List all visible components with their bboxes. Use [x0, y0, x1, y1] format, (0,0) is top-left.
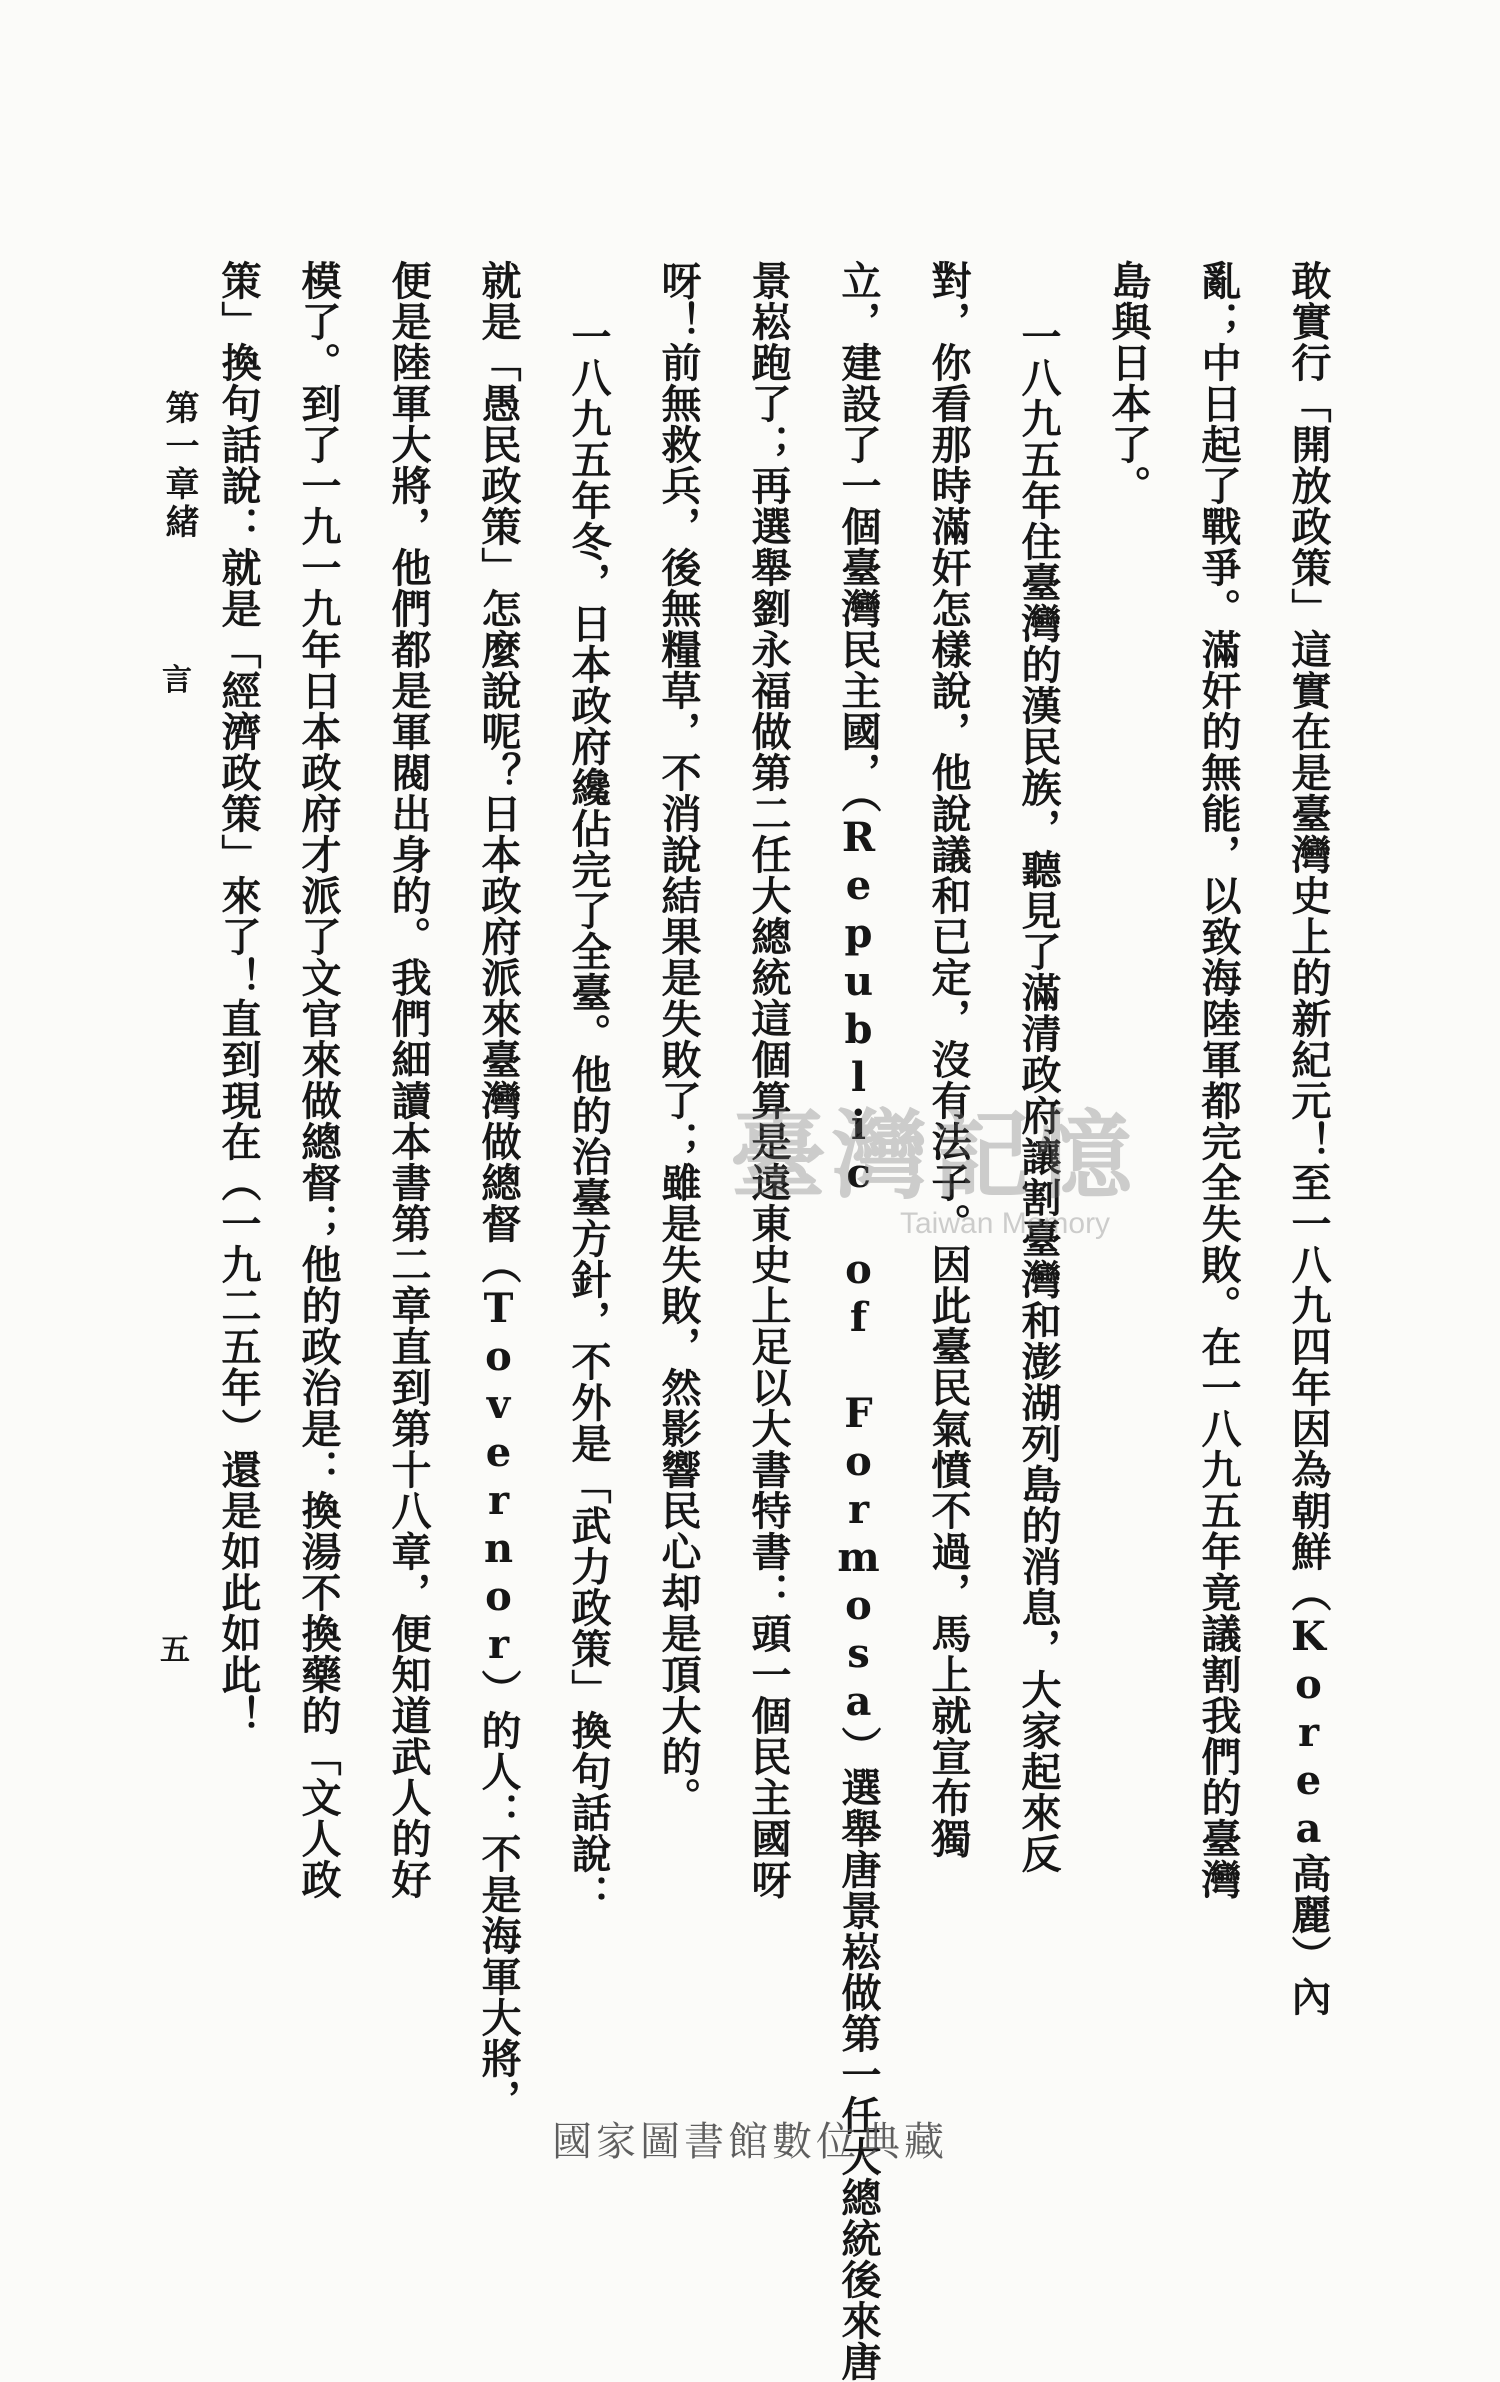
text-column-11: 便是陸軍大將，他們都是軍閥出身的。我們細讀本書第二章直到第十八章，便知道武人的好: [385, 260, 432, 1900]
watermark: [730, 1080, 1138, 1241]
text-column-3: 島與日本了。: [1105, 260, 1152, 506]
text-column-8: 呀！前無救兵，後無糧草，不消說結果是失敗了；雖是失敗，然影響民心却是頂大的。: [655, 260, 702, 1818]
text-column-2: 亂；中日起了戰爭。滿奸的無能，以致海陸軍都完全失敗。在一八九五年竟議割我們的臺灣: [1195, 260, 1242, 1900]
page-number: 五: [160, 1633, 190, 1668]
text-column-13: 策」換句話說：就是「經濟政策」來了！直到現在（一九二五年）還是如此如此！: [215, 260, 262, 1736]
text-column-9: 一八九五年冬，日本政府纔佔完了全臺。他的治臺方針，不外是「武力政策」換句話說：: [565, 316, 612, 1915]
text-column-5: 對，你看那時滿奸怎樣說，他說議和已定，沒有法子。因此臺民氣憤不過，馬上就宣布獨: [925, 260, 972, 1859]
text-column-7: 景崧跑了；再選舉劉永福做第二任大總統這個算是遠東史上足以大書特書：頭一個民主國呀: [745, 260, 792, 1900]
running-header: [160, 390, 204, 542]
text-column-10: 就是「愚民政策」怎麼說呢？日本政府派來臺灣做總督（Tovernor）的人：不是海軍大將，: [475, 260, 522, 2120]
text-column-6: 立，建設了一個臺灣民主國，（Republic of Formosa）選舉唐景崧做第一任大總統後來唐: [835, 260, 882, 2382]
header-label: 言: [162, 663, 192, 698]
text-column-4: 一八九五年住臺灣的漢民族，聽見了滿清政府讓割臺灣和澎湖列島的消息，大家起來反: [1015, 316, 1062, 1874]
watermark-cjk: 臺灣記憶: [730, 1099, 1138, 1212]
chapter-label: 第一章: [159, 390, 199, 504]
text-column-12: 模了。到了一九一九年日本政府才派了文官來做總督；他的政治是：換湯不換藥的「文人政: [295, 260, 342, 1900]
text-column-1: 敢實行「開放政策」這實在是臺灣史上的新紀元！至一八九四年因為朝鮮（Korea高麗）內: [1285, 260, 1332, 2017]
footer-credit: 國家圖書館數位典藏: [552, 2119, 948, 2165]
watermark-en: Taiwan Memory: [900, 1207, 1111, 1240]
section-label: 緒: [159, 504, 199, 542]
